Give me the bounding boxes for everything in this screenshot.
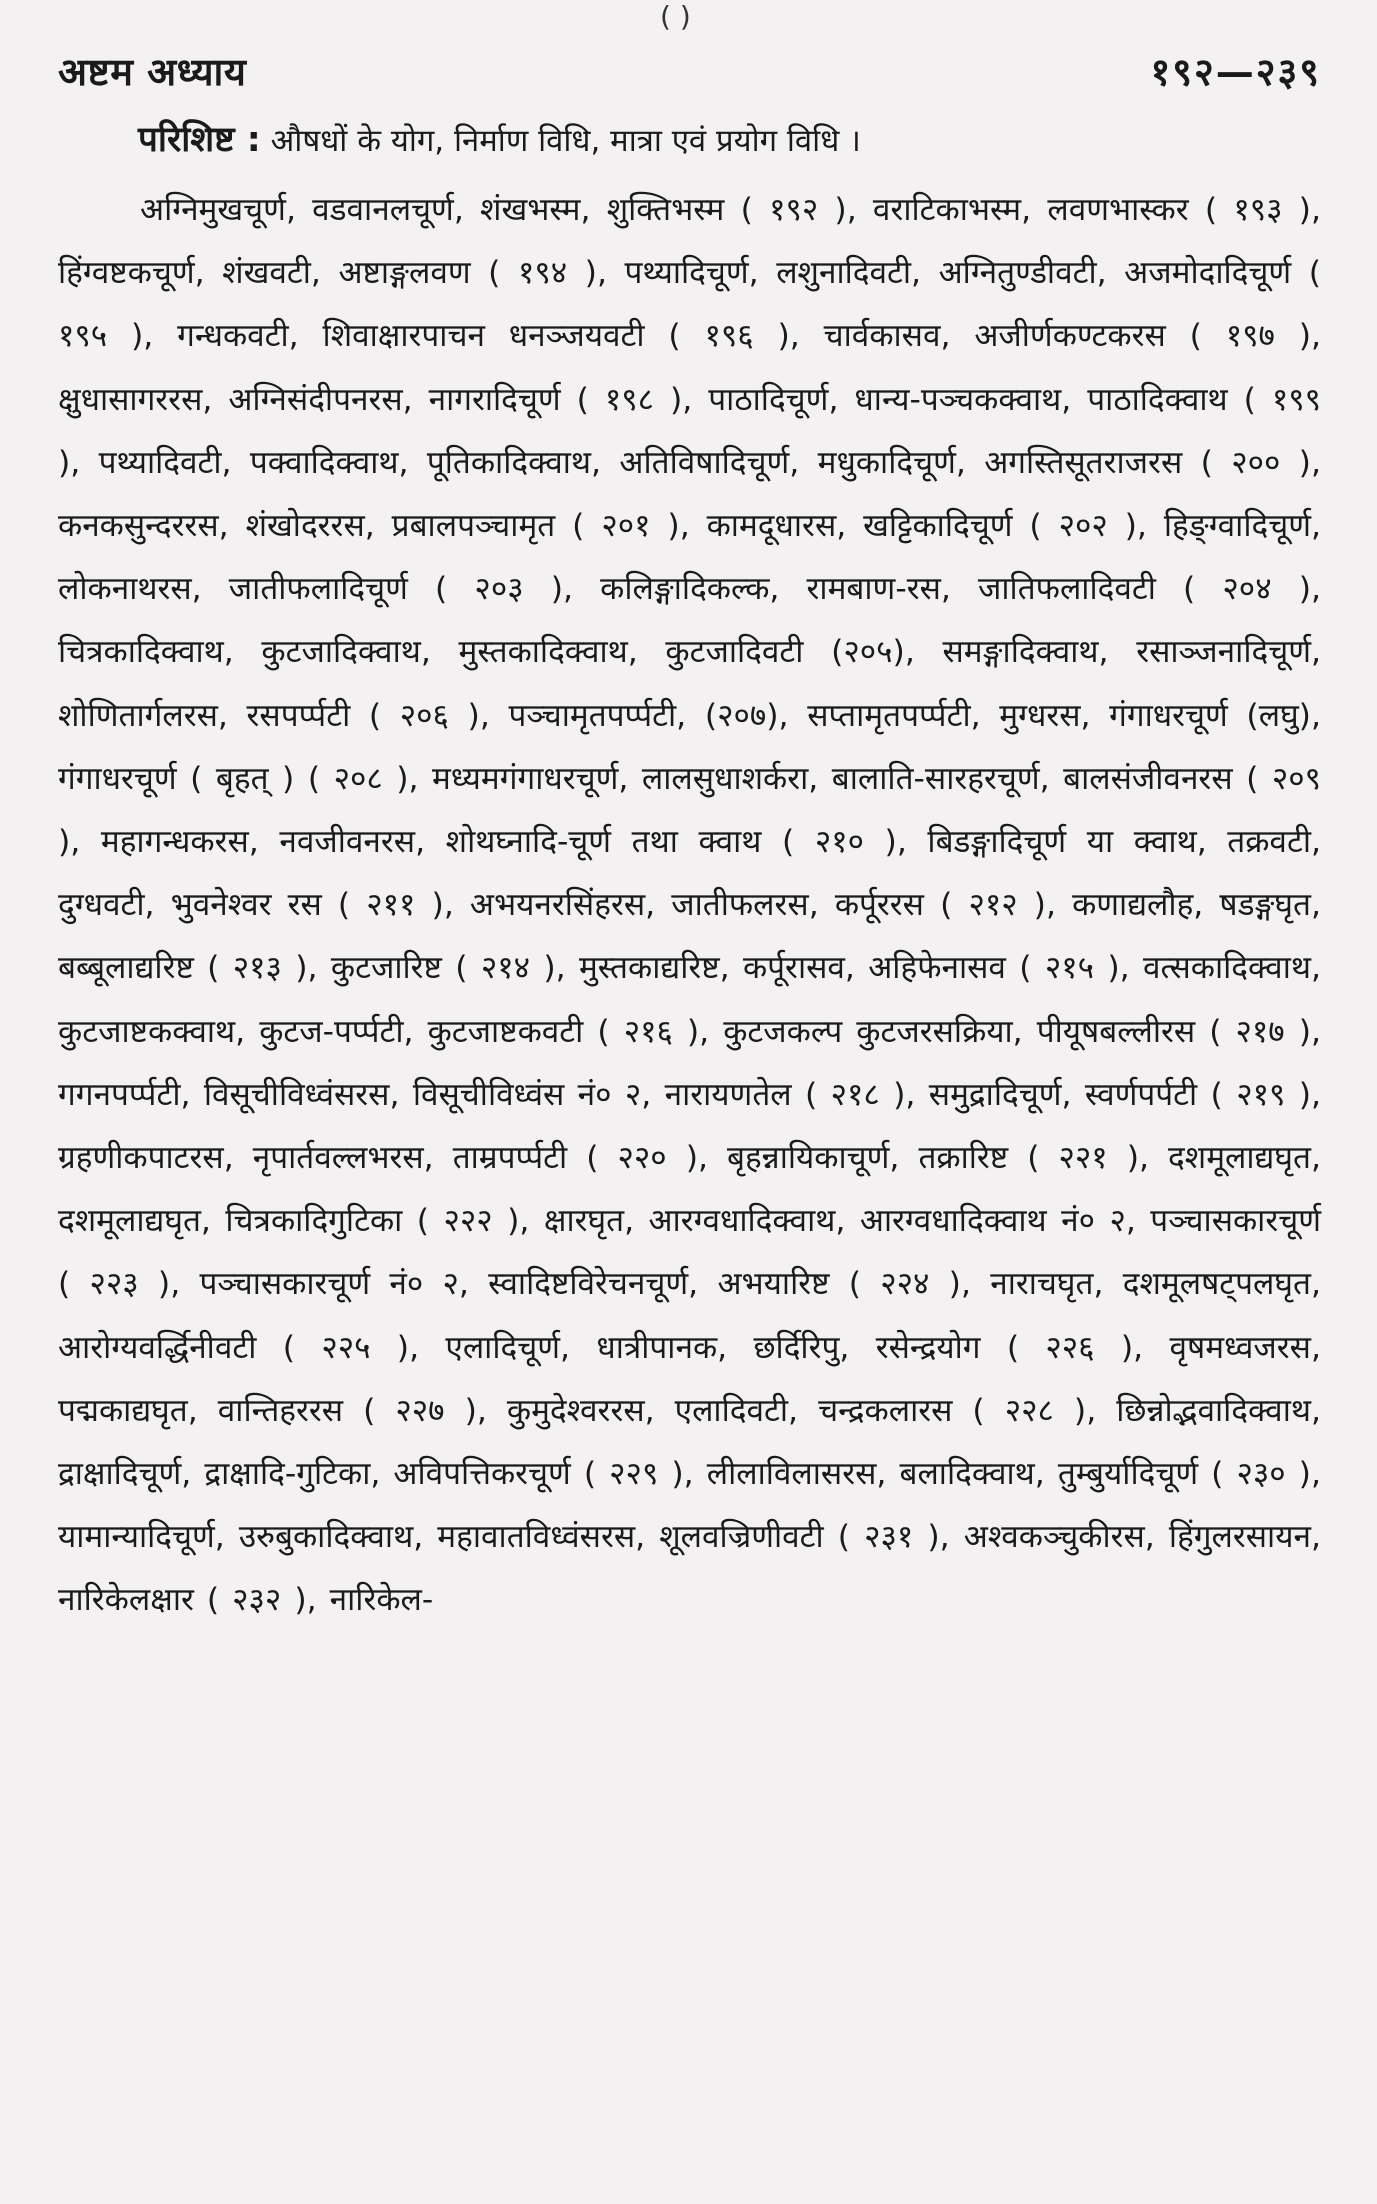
- page-range: १९२—२३९: [1150, 50, 1321, 94]
- appendix-heading: [58, 116, 1321, 165]
- formulation-list-paragraph: अग्निमुखचूर्ण, वडवानलचूर्ण, शंखभस्म, शुक्तिभस्म ( १९२ ), वराटिकाभस्म, लवणभास्कर ( १९३ ), हिंग्वष्टकचूर्ण, शंखवटी, अष्टाङ्गलवण ( १९४ ), पथ्यादिचूर्ण, लशुनादिवटी, अग्नितुण्डीवटी, अजमोदादिचूर्ण ( १९५ ), गन्धकवटी, शिवाक्षारपाचन धनञ्जयवटी ( १९६ ), चार्वकासव, अजीर्णकण्टकरस ( १९७ ), क्षुधासागररस, अग्निसंदीपनरस, नागरादिचूर्ण ( १९८ ), पाठादिचूर्ण, धान्य-पञ्चकक्वाथ, पाठादिक्वाथ ( १९९ ), पथ्यादिवटी, पक्वादिक्वाथ, पूतिकादिक्वाथ, अतिविषादिचूर्ण, मधुकादिचूर्ण, अगस्तिसूतराजरस ( २०० ), कनकसुन्दररस, शंखोदररस, प्रबालपञ्चामृत ( २०१ ), कामदूधारस, खट्टिकादिचूर्ण ( २०२ ), हिङ्ग्वादिचूर्ण, लोकनाथरस, जातीफलादिचूर्ण ( २०३ ), कलिङ्गादिकल्क, रामबाण-रस, जातिफलादिवटी ( २०४ ), चित्रकादिक्वाथ, कुटजादिक्वाथ, मुस्तकादिक्वाथ, कुटजादिवटी (२०५), समङ्गादिक्वाथ, रसाञ्जनादिचूर्ण, शोणितार्गलरस, रसपर्प्पटी ( २०६ ), पञ्चामृतपर्प्पटी, (२०७), सप्तामृतपर्प्पटी, मुग्धरस, गंगाधरचूर्ण (लघु), गंगाधरचूर्ण ( बृहत् ) ( २०८ ), मध्यमगंगाधरचूर्ण, लालसुधाशर्करा, बालाति-सारहरचूर्ण, बालसंजीवनरस ( २०९ ), महागन्धकरस, नवजीवनरस, शोथघ्नादि-चूर्ण तथा क्वाथ ( २१० ), बिडङ्गादिचूर्ण या क्वाथ, तक्रवटी, दुग्धवटी, भुवनेश्वर रस ( २११ ), अभयनरसिंहरस, जातीफलरस, कर्पूररस ( २१२ ), कणाद्यलौह, षडङ्गघृत, बब्बूलाद्यरिष्ट ( २१३ ), कुटजारिष्ट ( २१४ ), मुस्तकाद्यरिष्ट, कर्पूरासव, अहिफेनासव ( २१५ ), वत्सकादिक्वाथ, कुटजाष्टकक्वाथ, कुटज-पर्प्पटी, कुटजाष्टकवटी ( २१६ ), कुटजकल्प कुटजरसक्रिया, पीयूषबल्लीरस ( २१७ ), गगनपर्प्पटी, विसूचीविध्वंसरस, विसूचीविध्वंस नं० २, नारायणतेल ( २१८ ), समुद्रादिचूर्ण, स्वर्णपर्पटी ( २१९ ), ग्रहणीकपाटरस, नृपार्तवल्लभरस, ताम्रपर्प्पटी ( २२० ), बृहन्नायिकाचूर्ण, तक्रारिष्ट ( २२१ ), दशमूलाद्यघृत, दशमूलाद्यघृत, चित्रकादिगुटिका ( २२२ ), क्षारघृत, आरग्वधादिक्वाथ, आरग्वधादिक्वाथ नं० २, पञ्चासकारचूर्ण ( २२३ ), पञ्चासकारचूर्ण नं० २, स्वादिष्टविरेचनचूर्ण, अभयारिष्ट ( २२४ ), नाराचघृत, दशमूलषट्पलघृत, आरोग्यवर्द्धिनीवटी ( २२५ ), एलादिचूर्ण, धात्रीपानक, छर्दिरिपु, रसेन्द्रयोग ( २२६ ), वृषमध्वजरस, पद्मकाद्यघृत, वान्तिहररस ( २२७ ), कुमुदेश्वररस, एलादिवटी, चन्द्रकलारस ( २२८ ), छिन्नोद्भवादिक्वाथ, द्राक्षादिचूर्ण, द्राक्षादि-गुटिका, अविपत्तिकरचूर्ण ( २२९ ), लीलाविलासरस, बलादिक्वाथ, तुम्बुर्यादिचूर्ण ( २३० ), यामान्यादिचूर्ण, उरुबुकादिक्वाथ, महावातविध्वंसरस, शूलवज्रिणीवटी ( २३१ ), अश्वकञ्चुकीरस, हिंगुलरसायन, नारिकेलक्षार ( २३२ ), नारिकेल-: [58, 192, 1321, 1619]
- chapter-header: [58, 46, 1321, 98]
- appendix-description: औषधों के योग, निर्माण विधि, मात्रा एवं प्रयोग विधि ।: [270, 123, 861, 159]
- top-page-mark: ( ): [660, 0, 691, 33]
- appendix-label: परिशिष्ट :: [138, 120, 261, 160]
- chapter-title: अष्टम अध्याय: [58, 50, 247, 94]
